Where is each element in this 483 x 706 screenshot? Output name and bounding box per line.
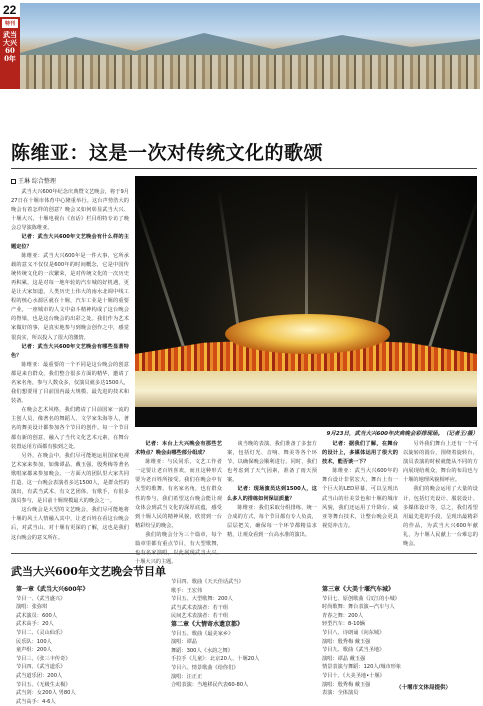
stage-center (225, 314, 390, 354)
byline-square-icon (11, 179, 16, 184)
paragraph: 另外我们舞台上还有一个可以旋转的圆台，围绕着旋转台，演员表演的时候就能从不同的方向展现给观众，舞台的布局也与十堰的地理风貌相呼应。 (403, 441, 478, 484)
program-item: 时尚歌舞：舞台表演—汽车与人 (322, 604, 395, 611)
paragraph: 武当大兴600年纪念庆典暨文艺晚会，将于9月27日在十堰市体育中心隆重举行。这台声势浩大的晚会有着怎样的创意？晚会又如何彰显武当大兴、十堰大兴，十堰电视台《直话》栏目组特专访了晚会总导演陈维亚。 (11, 189, 129, 232)
article-column-3 (227, 440, 317, 550)
interview-question: 记者：武当大兴600年文艺晚会有哪些显著特色？ (11, 343, 129, 359)
program-item: 节目一、《武当盛兴》 (16, 595, 66, 602)
program-item: 武术演员：600人 (16, 612, 58, 619)
program-item: 节目十、《大美圣地•十堰》 (322, 672, 385, 679)
banner-city (20, 55, 480, 89)
paragraph: 谈当晚的表演，我们准备了多套方案，包括灯光、音响、舞美等各个环节，以确保晚会顺利进行。同时，我们也考虑到了天气因素，准备了雨天预案。 (227, 441, 317, 484)
program-item: 表演：全体演员 (322, 690, 359, 697)
stage-floor (135, 371, 477, 411)
paragraph: 陈维亚：最重要的一个不同是这台晚会的创意都是来自群众，我们整合很多方面的精华，邀请了名家名角，参与人数众多，仅演员就多达1500人，我们想要用了目前国内最大规模、最先进的技术和装备。 (11, 361, 129, 405)
program-item: 演唱：汪正正 (171, 673, 203, 680)
paragraph: 我们的晚会运用了大量的设计，包括灯光设计、服装设计、多媒体设计等，总之，我们希望用最先进的手段，呈现出最精彩的作品，为武当大兴600年献礼，为十堰人民献上一台难忘的晚会。 (403, 486, 478, 548)
paragraph: 陈维亚：我们采取分组排练、统一合成的方式，每个节目都有专人负责，层层把关，确保每一个环节都精益求精，让观众看到一台高水准的演出。 (227, 504, 317, 538)
page-number: 22 (3, 3, 17, 17)
section-title: 武当大兴600年 (3, 30, 17, 63)
section-sidebar (0, 17, 20, 89)
interview-question: 记者：据我们了解，在舞台的设计上，多媒体运用了很大的技术，能否谈一下？ (322, 441, 398, 466)
byline (11, 176, 56, 185)
paragraph: 这台晚会是大型的文艺晚会，我们尽可能地将十堰的风土人情融入其中，让老百姓在看这台晚会后，对武当山、对十堰有更深的了解，这也是我们这台晚会的意义所在。 (11, 507, 129, 541)
article-headline: 陈维亚：这是一次对传统文化的歌颂 (11, 142, 324, 164)
paragraph: 我们的晚会分为三个篇章，每个篇章里都有重点节目，有大型歌舞， 十堰大兴的主题。 (135, 531, 222, 566)
paragraph: 在晚会艺术风格，我们聘请了目前国家一流的主创人员，像著名的舞蹈人、文学家朱海等人，著名的舞美设计都参加各个节目的创作。每一个节目都有新的创意，融入了当代文化艺术元素，在舞台装置运用方面都有独到之处。 (11, 407, 129, 450)
program-item: 合唱表演：当地移民代表60-80人 (171, 682, 249, 689)
paragraph: 另外，在晚会中，我们尽可能地运用国家电视艺术家来参加，如像谭晶、戴玉强、殷秀梅等著名歌唱家都来参加晚会。一方面大的团队里大家共同打造、这一台晚会表演者多达1500人，是群众性的演出，有武当武术、有文艺团体，有歌手，有很多演员参与，是目前十堰规模最大的晚会之一。 (11, 452, 129, 505)
paragraph: 陈维亚：武当大兴600年的舞台设计非常宏大，舞台上有一个巨大的LED屏幕，可以呈现出武当山的壮美景色和十堰的城市风貌，我们还运用了升降台、威亚等舞台技术，让整台晚会更具视觉冲击力。 (322, 468, 398, 529)
program-item: 演唱：谭晶 (171, 639, 197, 646)
program-divider (11, 553, 477, 554)
program-chapter: 第二章《大情寄水遗京都》 (171, 620, 244, 628)
program-item: 节目七、原创歌曲《汉江的小城》 (322, 595, 400, 602)
interview-question: 记者：武当大兴600年文艺晚会有什么样的主题定位？ (11, 234, 129, 250)
article-column-2 (135, 440, 222, 566)
interview-question: 记者：现场演员达到1500人，这么多人的排练如何保证质量？ (227, 486, 317, 502)
program-item: 节目四、歌曲《天天佳话武当》 (171, 579, 244, 585)
article-column-1 (11, 188, 129, 546)
program-item: 情景表演与舞蹈：120人/城市形象 (322, 664, 402, 671)
program-item: 武当道乐团：200人 (16, 672, 63, 679)
paragraph: 陈维亚：武当大兴600年是一件大事，它所承载的意义不仅仅是600年的时间概念，它是中国传统传统文化的一次繁荣，是对传统文化的一次历史再积累，这是对每一地年轮的汽车城的好机遇，更是让大家知道，人类历史上伟大的南水北调中线工程的核心水源区就在十堰，汽车工业是十堰的重要产业，一座城市的人文中奋斗精神构成了这台晚会的脊梁，也是这台晚会的出彩之处。我们作为艺术家做好的事，是真实地参与到晚会创作之中，感觉很真实，所以投入了很大的激情。 (11, 252, 129, 341)
program-item: 节目五、大型歌舞：200人 (171, 596, 233, 603)
program-item: 武术高手：20人 (16, 621, 54, 628)
program-item: 节目九、歌曲《武当圣地》 (322, 647, 385, 654)
article-column-5 (403, 440, 478, 550)
program-credit: （十堰市文体局提供） (396, 685, 452, 691)
program-item: 节目五、《无极生太极》 (16, 681, 71, 688)
program-item: 演唱：殷秀梅 戴玉强 (322, 681, 371, 688)
program-column-3 (322, 586, 472, 698)
program-column-2 (171, 578, 321, 690)
program-item: 演唱：张弥琪 (16, 604, 48, 611)
program-item: 歌手：王宏伟 (171, 587, 203, 594)
program-item: 武当剑：女200人 男80人 (16, 690, 76, 697)
program-item: 演唱：殷秀梅 戴玉强 (322, 638, 371, 645)
program-item: 童声组：200人 (16, 647, 52, 654)
paragraph: 陈维亚：与民同乐，文艺工作者一定要让老百姓喜欢，而且这种形式要为老百姓所接受。我们在晚会中有大型的歌舞，有名家名角，也有群众性的参与，我们希望这台晚会能让观众体会到武当文化的深厚底蕴，感受到十堰人民的精神风貌，欣赏到一台精彩纷呈的晚会。 (135, 459, 222, 529)
photo-caption: 9月23日，武当大兴600年庆典晚会彩排现场。（记者王/摄） (326, 431, 478, 437)
program-item: 武当高手：4-6人 (16, 698, 56, 705)
byline-text: 王琳 综合整理 (18, 178, 56, 185)
program-item: 节目四、《武当道乐》 (16, 664, 66, 671)
headline-divider (11, 168, 477, 169)
program-item: 节目八、诗朗诵《向东城》 (322, 629, 385, 636)
program-chapter: 第一章《武当大兴600年》 (16, 586, 89, 593)
gala-photo (135, 176, 477, 427)
photo-foreground (135, 407, 477, 427)
program-item: 舞蹈：300人《水韵之舞》 (171, 647, 233, 654)
program-item: 青春之舞：200人 (322, 612, 364, 619)
article-column-4 (322, 440, 398, 550)
program-item: 节目二、《灵山仙乐》 (16, 629, 66, 636)
banner-photo (20, 3, 480, 89)
program-item: 民间艺术表演者：若干组 (171, 613, 229, 620)
interview-question: 记者：本台上大兴晚会有那些艺术特点？晚会由哪些部分组成？ (135, 441, 222, 457)
program-item: 节目三、《张三丰传奇》 (16, 655, 71, 662)
program-item: 节目五、歌曲《最美家乡》 (171, 630, 234, 637)
program-item: 民乐队：100人 (16, 638, 52, 645)
program-item: 演唱：谭晶 戴玉强 (322, 655, 366, 662)
program-item: 轻型汽车：8-10辆 (322, 621, 365, 628)
program-item: 节目六、情景歌曲《给你们》 (171, 664, 239, 671)
program-item: 手拉手《儿童》：北京20人、十堰20人 (171, 656, 260, 663)
program-title: 武当大兴600年文艺晚会节目单 (11, 565, 166, 578)
section-tag: 特刊 (2, 19, 18, 28)
program-chapter: 第三章《大美十堰汽车城》 (322, 586, 395, 593)
program-column-1 (16, 586, 166, 706)
program-item: 武当武术表演者：若干组 (171, 604, 229, 611)
